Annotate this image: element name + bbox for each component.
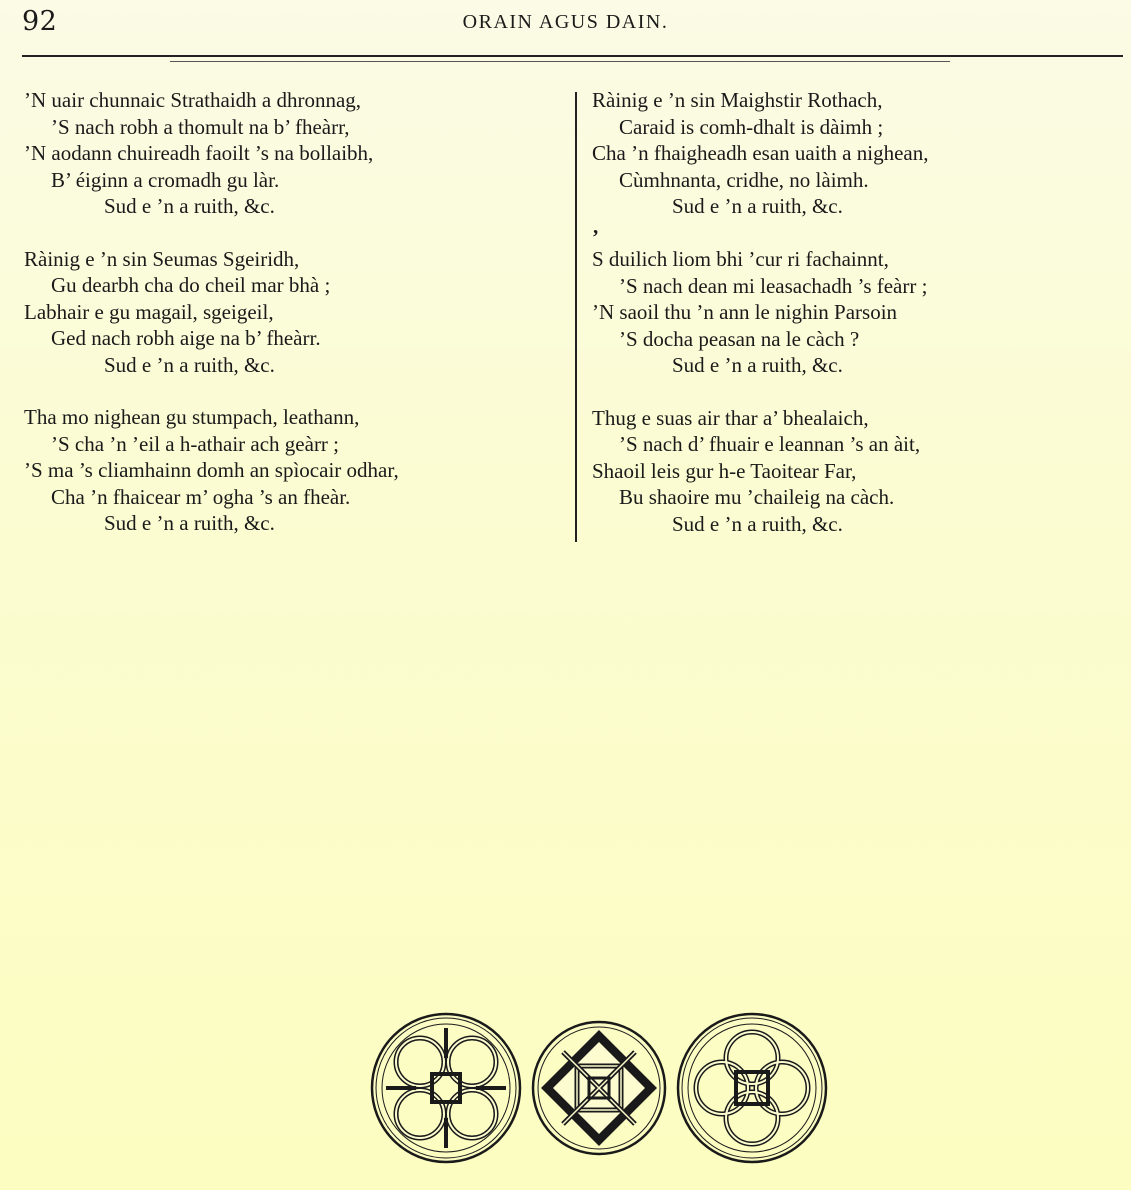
verse-line: Caraid is comh-dhalt is dàimh ;	[619, 114, 884, 139]
refrain-line: Sud e ’n a ruith, &c.	[104, 511, 275, 535]
verse-line: ’S ma ’s cliamhainn domh an spìocair odhar,	[24, 458, 399, 482]
celtic-knot-ornament-icon	[368, 1008, 830, 1168]
stanza	[592, 405, 1131, 538]
knot-roundel-left-icon	[372, 1014, 520, 1162]
verse-line: Thug e suas air thar a’ bhealaich,	[592, 405, 869, 430]
verse-line: Shaoil leis gur h-e Taoitear Far,	[592, 458, 857, 483]
refrain-line: Sud e ’n a ruith, &c.	[672, 511, 843, 536]
refrain-line: Sud e ’n a ruith, &c.	[104, 194, 275, 218]
knot-roundel-right-icon	[678, 1014, 826, 1162]
header-rule	[22, 55, 1123, 57]
column-divider	[575, 92, 577, 542]
verse-line: S duilich liom bhi ’cur ri fachainnt,	[592, 247, 889, 271]
stanza	[592, 87, 1131, 220]
verse-line: Bu shaoire mu ’chaileig na càch.	[619, 485, 895, 509]
verse-line: Tha mo nighean gu stumpach, leathann,	[24, 405, 360, 429]
verse-line: Ràinig e ’n sin Maighstir Rothach,	[592, 88, 883, 112]
verse-line: Ràinig e ’n sin Seumas Sgeiridh,	[24, 246, 300, 271]
verse-line: Gu dearbh cha do cheil mar bhà ;	[51, 273, 331, 297]
verse-line: ’S docha peasan na le càch ?	[619, 326, 860, 351]
stray-mark: ’	[592, 224, 599, 249]
verse-line: ’S nach robh a thomult na b’ fheàrr,	[51, 114, 350, 139]
refrain-line: Sud e ’n a ruith, &c.	[104, 352, 275, 377]
running-head: ORAIN AGUS DAIN.	[462, 11, 669, 33]
page-number: 92	[22, 6, 58, 37]
verse-line: ’S nach dean mi leasachadh ’s feàrr ;	[619, 273, 928, 298]
refrain-line: Sud e ’n a ruith, &c.	[672, 194, 843, 218]
verse-line: Cùmhnanta, cridhe, no làimh.	[619, 167, 869, 192]
verse-line: Ged nach robh aige na b’ fheàrr.	[51, 326, 321, 350]
verse-line: ’N aodann chuireadh faoilt ’s na bollaibh,	[24, 141, 374, 165]
verse-line: Cha ’n fhaicear m’ ogha ’s an fheàr.	[51, 484, 351, 509]
right-column	[592, 87, 1131, 563]
knot-roundel-middle-icon	[533, 1022, 665, 1154]
verse-line: ’S cha ’n ’eil a h-athair ach geàrr ;	[51, 431, 340, 456]
verse-line: ’N saoil thu ’n ann le nighin Parsoin	[592, 300, 898, 324]
verse-line: Cha ’n fhaigheadh esan uaith a nighean,	[592, 141, 929, 165]
verse-line: ’N uair chunnaic Strathaidh a dhronnag,	[24, 88, 362, 112]
refrain-line: Sud e ’n a ruith, &c.	[672, 353, 843, 377]
stanza	[24, 404, 569, 537]
verse-line: B’ éiginn a cromadh gu làr.	[51, 167, 280, 192]
header-rule-thin	[170, 61, 950, 62]
left-column	[24, 87, 569, 563]
verse-line: Labhair e gu magail, sgeigeil,	[24, 299, 274, 324]
stanza	[24, 87, 569, 220]
stanza	[24, 246, 569, 379]
verse-line: ’S nach d’ fhuair e leannan ’s an àit,	[619, 432, 921, 456]
stanza	[592, 224, 1131, 379]
